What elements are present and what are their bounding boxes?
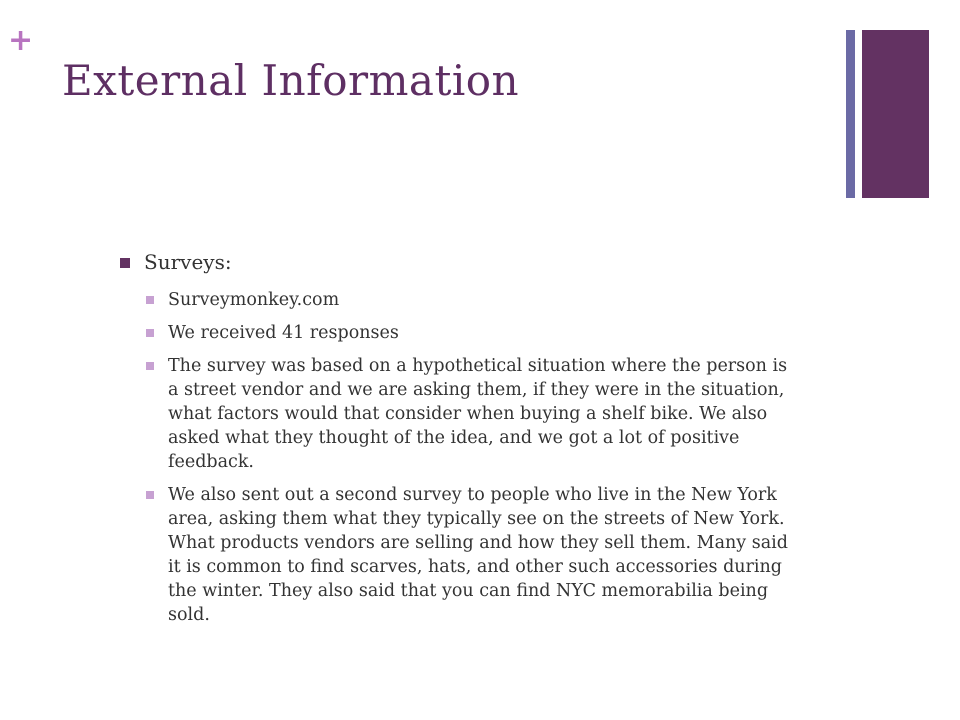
sub-bullet-list — [146, 288, 810, 627]
square-bullet-icon — [146, 362, 154, 370]
sub-bullet-item — [146, 288, 810, 312]
sub-bullet-text: Surveymonkey.com — [168, 290, 340, 310]
sub-bullet-text: The survey was based on a hypothetical situation where the person is a street vendor and we are asking them, if they were in the situation, what factors would that consider when buying a shelf bike. We also asked what they thought of the idea, and we got a lot of positive feedback. — [168, 356, 788, 472]
sub-bullet-item — [146, 321, 810, 345]
decorative-bar-thick — [862, 30, 929, 198]
square-bullet-icon — [146, 329, 154, 337]
sub-bullet-item — [146, 354, 810, 474]
decorative-bar-thin — [846, 30, 855, 198]
plus-icon: + — [8, 23, 34, 58]
square-bullet-icon — [120, 258, 130, 268]
bullet-list — [120, 249, 810, 636]
sub-bullet-text: We also sent out a second survey to people who live in the New York area, asking them what they typically see on the streets of New York. What products vendors are selling and how they sell them. Many said it is common to find scarves, hats, and other such accessories during the winter. They also said that you can find NYC memorabilia being sold. — [168, 485, 788, 625]
square-bullet-icon — [146, 491, 154, 499]
bullet-item-surveys — [120, 249, 810, 275]
bullet-text: Surveys: — [144, 250, 232, 274]
sub-bullet-text: We received 41 responses — [168, 323, 399, 343]
sub-bullet-item — [146, 483, 810, 627]
square-bullet-icon — [146, 296, 154, 304]
slide-title: External Information — [62, 56, 520, 105]
